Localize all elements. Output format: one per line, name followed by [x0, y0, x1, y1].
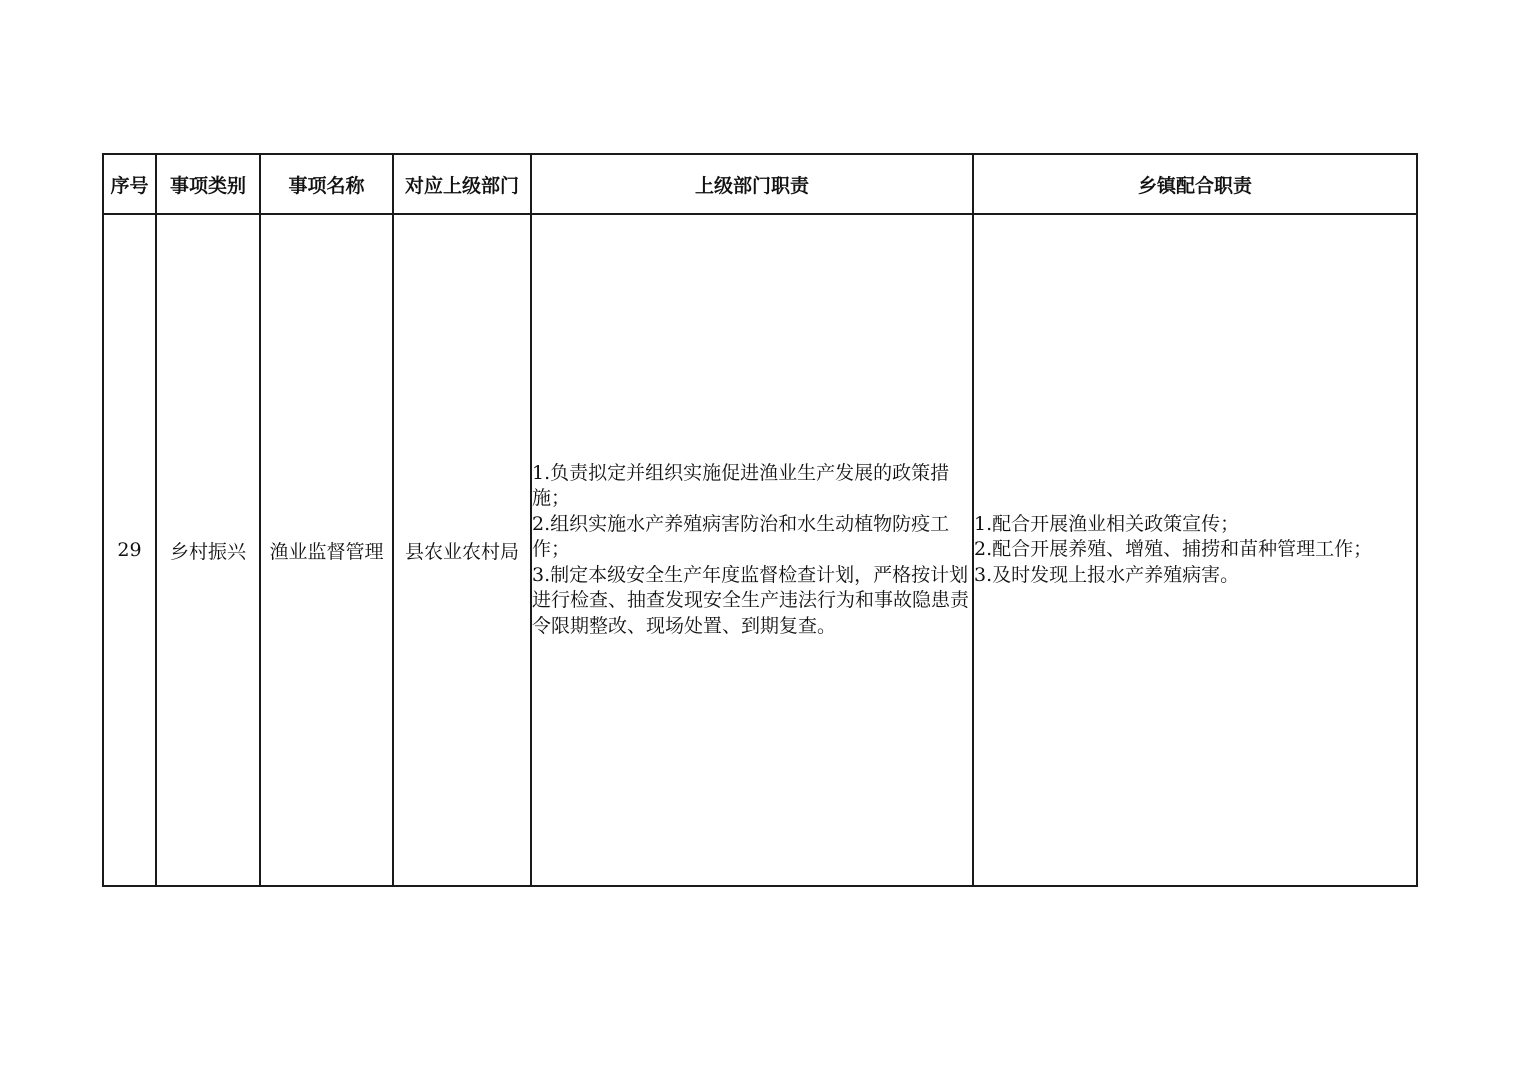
header-no: 序号: [103, 154, 156, 214]
cell-item-name: 渔业监督管理: [260, 214, 393, 886]
cell-category: 乡村振兴: [156, 214, 260, 886]
header-upper-duties: 上级部门职责: [531, 154, 973, 214]
header-category: 事项类别: [156, 154, 260, 214]
upper-duty-line: 3.制定本级安全生产年度监督检查计划，严格按计划进行检查、抽查发现安全生产违法行为和事故隐患责令限期整改、现场处置、到期复查。: [532, 563, 970, 637]
cell-no: 29: [103, 214, 156, 886]
header-item-name: 事项名称: [260, 154, 393, 214]
table-header-row: [103, 154, 1417, 214]
header-town-duties: 乡镇配合职责: [973, 154, 1417, 214]
upper-duty-line: 2.组织实施水产养殖病害防治和水生动植物防疫工作；: [532, 512, 950, 561]
duty-list-sheet: [102, 153, 1416, 887]
upper-duty-line: 1.负责拟定并组织实施促进渔业生产发展的政策措施；: [532, 461, 950, 510]
town-duty-line: 3.及时发现上报水产养殖病害。: [974, 563, 1240, 586]
cell-department: 县农业农村局: [393, 214, 531, 886]
town-duty-line: 1.配合开展渔业相关政策宣传；: [974, 512, 1240, 535]
cell-town-duties: [973, 214, 1417, 886]
table-row: [103, 214, 1417, 886]
town-duty-line: 2.配合开展养殖、增殖、捕捞和苗种管理工作；: [974, 538, 1373, 561]
header-department: 对应上级部门: [393, 154, 531, 214]
cell-upper-duties: [531, 214, 973, 886]
duty-table: [102, 153, 1418, 887]
